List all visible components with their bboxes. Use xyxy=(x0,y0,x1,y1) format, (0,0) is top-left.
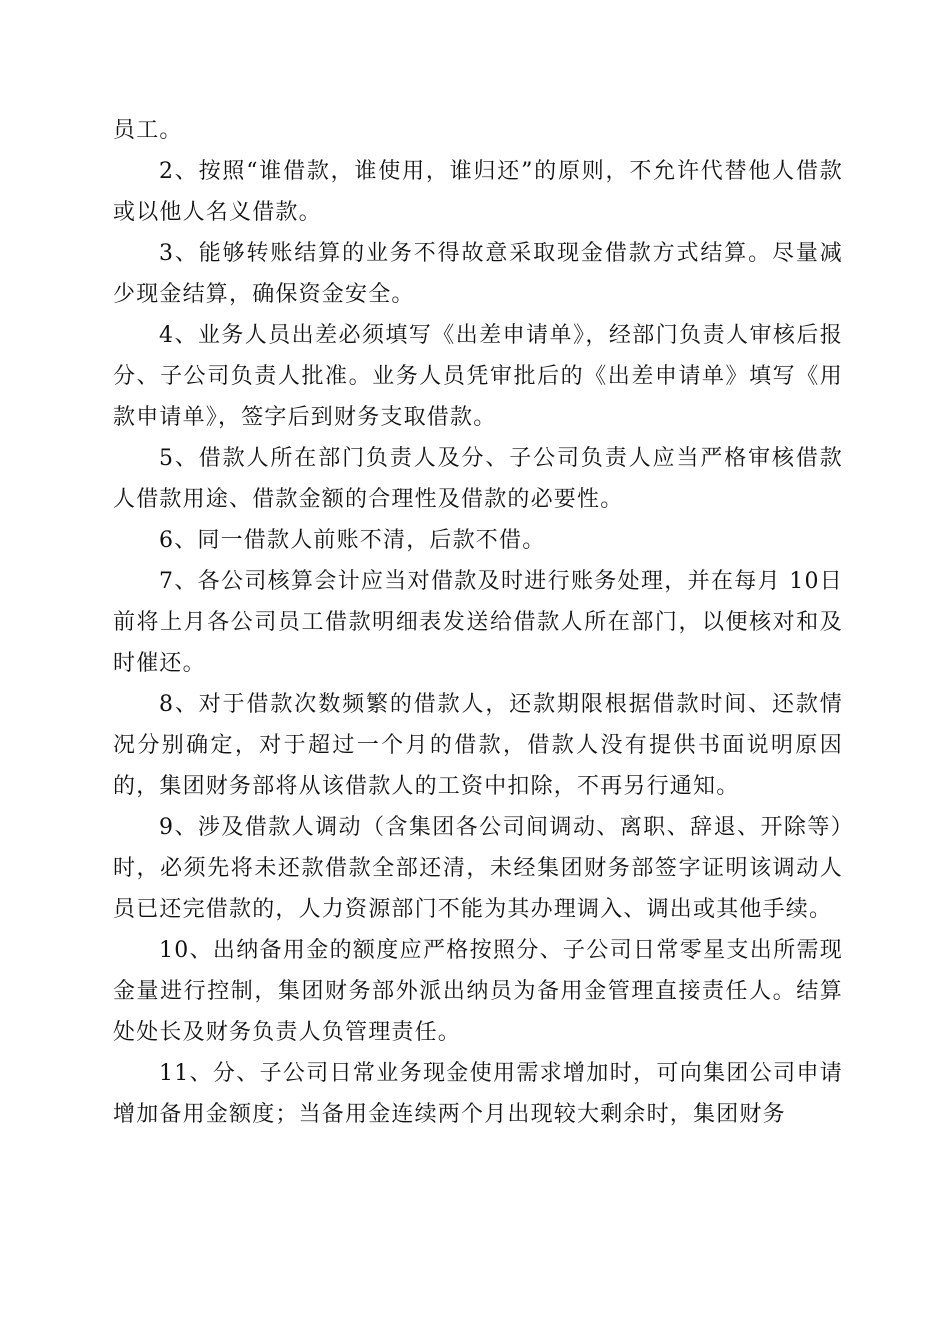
paragraph-11: 11、分、子公司日常业务现金使用需求增加时，可向集团公司申请增加备用金额度；当备用金连续两个月出现较大剩余时，集团财务 xyxy=(113,1061,843,1127)
paragraph-9: 9、涉及借款人调动（含集团各公司间调动、离职、辞退、开除等）时，必须先将未还款借款全部还清，未经集团财务部签字证明该调动人员已还完借款的，人力资源部门不能为其办理调入、调出或其他手续。 xyxy=(113,815,843,922)
paragraph-7: 7、各公司核算会计应当对借款及时进行账务处理，并在每月 10日前将上月各公司员工借款明细表发送给借款人所在部门，以便核对和及时催还。 xyxy=(113,569,843,676)
paragraph-4: 4、业务人员出差必须填写《出差申请单》，经部门负责人审核后报分、子公司负责人批准。业务人员凭审批后的《出差申请单》填写《用款申请单》，签字后到财务支取借款。 xyxy=(113,323,843,430)
paragraph-5: 5、借款人所在部门负责人及分、子公司负责人应当严格审核借款人借款用途、借款金额的合理性及借款的必要性。 xyxy=(113,446,843,512)
paragraph-10: 10、出纳备用金的额度应严格按照分、子公司日常零星支出所需现金量进行控制，集团财务部外派出纳员为备用金管理直接责任人。结算处处长及财务负责人负管理责任。 xyxy=(113,938,843,1045)
paragraph-3: 3、能够转账结算的业务不得故意采取现金借款方式结算。尽量减少现金结算，确保资金安全。 xyxy=(113,241,843,307)
paragraph-2: 2、按照“谁借款，谁使用，谁归还”的原则，不允许代替他人借款或以他人名义借款。 xyxy=(113,159,843,225)
paragraph-8: 8、对于借款次数频繁的借款人，还款期限根据借款时间、还款情况分别确定，对于超过一个月的借款，借款人没有提供书面说明原因的，集团财务部将从该借款人的工资中扣除，不再另行通知。 xyxy=(113,692,843,799)
paragraph-continuation: 员工。 xyxy=(113,118,183,143)
document-page xyxy=(113,110,843,1135)
paragraph-6: 6、同一借款人前账不清，后款不借。 xyxy=(159,528,546,553)
